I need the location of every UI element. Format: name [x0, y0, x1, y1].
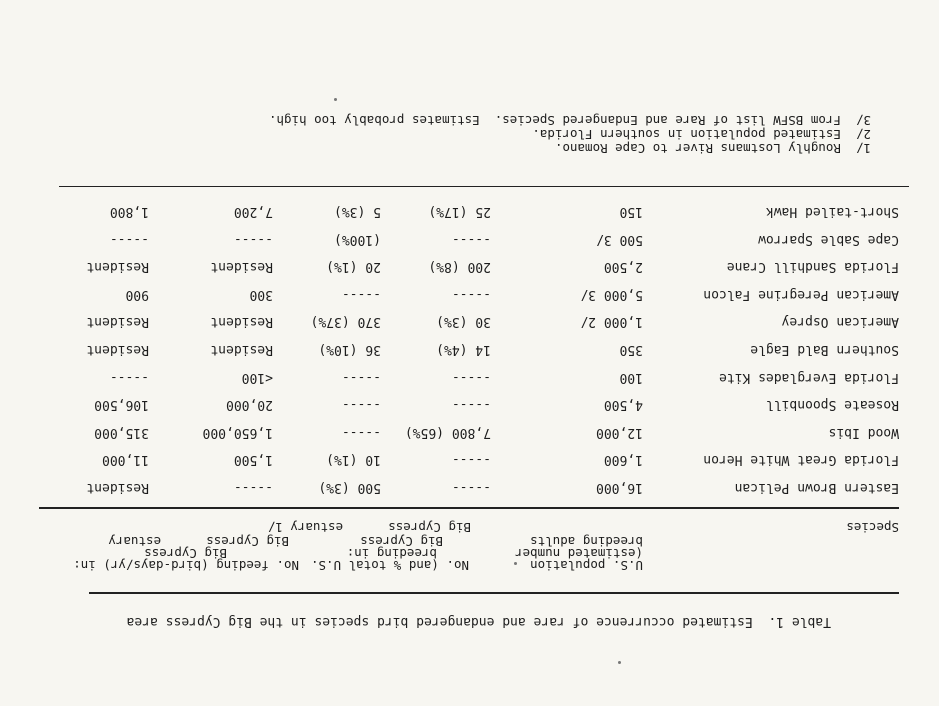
- header-feeding-3: Big Cypress estuary: [108, 534, 289, 549]
- cell-bc-feed: -----: [233, 231, 273, 247]
- cell-us-pop: 500 3/: [596, 231, 643, 247]
- footnote-2: 2/ Estimated population in southern Florida.: [532, 127, 871, 142]
- cell-est-feed: 11,000: [102, 452, 149, 468]
- cell-est-feed: -----: [109, 369, 149, 385]
- header-breeding-4: Big Cypress estuary 1/: [267, 520, 471, 535]
- cell-est-breed: 20 (1%): [326, 259, 381, 275]
- cell-est-feed: Resident: [86, 259, 149, 275]
- cell-est-breed: 36 (10%): [318, 342, 381, 357]
- cell-bc-breed: 30 (3%): [436, 314, 491, 330]
- cell-us-pop: 16,000: [596, 480, 643, 495]
- cell-est-feed: Resident: [86, 314, 149, 330]
- top-rule: [89, 592, 899, 594]
- footnote-1: 1/ Roughly Lostmans River to Cape Romano.: [554, 141, 871, 156]
- cell-us-pop: 1,600: [603, 452, 643, 468]
- cell-species: American Osprey: [781, 314, 899, 330]
- cell-bc-breed: 25 (17%): [428, 204, 491, 219]
- header-us-population-1: U.S. population: [530, 558, 643, 573]
- cell-us-pop: 2,500: [603, 259, 643, 275]
- cell-bc-breed: -----: [451, 369, 491, 385]
- cell-bc-breed: 14 (4%): [436, 342, 491, 357]
- scan-speck: [618, 661, 621, 664]
- cell-species: Roseate Spoonbill: [765, 397, 899, 413]
- header-breeding-3: Big Cypress: [360, 534, 443, 549]
- cell-bc-feed: -----: [233, 480, 273, 495]
- cell-bc-feed: Resident: [210, 259, 273, 275]
- header-species: Species: [846, 520, 899, 535]
- cell-species: American Peregrine Falcon: [703, 286, 899, 302]
- cell-est-feed: Resident: [86, 480, 149, 495]
- footnote-3: 3/ From BSFW list of Rare and Endangered Species. Estimates probably too high.: [268, 113, 871, 128]
- cell-bc-feed: Resident: [210, 342, 273, 357]
- cell-est-breed: 5 (3%): [334, 204, 381, 219]
- cell-us-pop: 4,500: [603, 397, 643, 413]
- cell-bc-breed: -----: [451, 452, 491, 468]
- cell-us-pop: 150: [619, 204, 643, 219]
- cell-bc-feed: 1,650,000: [202, 424, 273, 440]
- bottom-rule: [59, 186, 909, 187]
- cell-bc-breed: -----: [451, 480, 491, 495]
- cell-species: Cape Sable Sparrow: [758, 231, 899, 247]
- cell-bc-feed: Resident: [210, 314, 273, 330]
- scan-speck: [514, 562, 517, 565]
- cell-est-breed: 370 (37%): [310, 314, 381, 330]
- cell-species: Florida Sandhill Crane: [726, 259, 899, 275]
- cell-bc-feed: 1,500: [233, 452, 273, 468]
- cell-est-breed: -----: [341, 397, 381, 413]
- table-title: Table 1. Estimated occurrence of rare and endangered bird species in the Big Cypress area: [126, 614, 831, 629]
- cell-est-feed: -----: [109, 231, 149, 247]
- header-breeding-2: breeding in:: [346, 546, 437, 561]
- cell-species: Wood Ibis: [828, 424, 899, 440]
- cell-us-pop: 1,000 2/: [580, 314, 643, 330]
- scan-speck: [334, 98, 337, 101]
- header-rule: [39, 507, 899, 509]
- cell-bc-breed: 7,800 (65%): [404, 424, 491, 440]
- cell-us-pop: 5,000 3/: [580, 286, 643, 302]
- cell-us-pop: 100: [619, 369, 643, 385]
- cell-bc-feed: 7,200: [233, 204, 273, 219]
- cell-bc-breed: -----: [451, 286, 491, 302]
- header-breeding-1: No. (and % total U.S.: [310, 558, 469, 573]
- cell-species: Florida Great White Heron: [703, 452, 899, 468]
- cell-bc-feed: 300: [249, 286, 273, 302]
- header-feeding-1: No. feeding (bird-days/yr) in:: [73, 558, 299, 573]
- cell-est-breed: (100%): [334, 231, 381, 247]
- cell-est-feed: 1,800: [109, 204, 149, 219]
- cell-species: Eastern Brown Pelican: [734, 480, 899, 495]
- cell-est-breed: 500 (3%): [318, 480, 381, 495]
- header-us-population-3: breeding adults: [530, 534, 643, 549]
- cell-bc-feed: 20,000: [226, 397, 273, 413]
- cell-species: Southern Bald Eagle: [750, 342, 899, 357]
- cell-bc-breed: -----: [451, 231, 491, 247]
- cell-bc-feed: <100: [241, 369, 273, 385]
- cell-est-feed: 900: [125, 286, 149, 302]
- cell-est-breed: 10 (1%): [326, 452, 381, 468]
- cell-est-breed: -----: [341, 369, 381, 385]
- cell-est-feed: 106,500: [94, 397, 149, 413]
- cell-us-pop: 350: [619, 342, 643, 357]
- cell-species: Short-tailed Hawk: [765, 204, 899, 219]
- cell-bc-breed: -----: [451, 397, 491, 413]
- cell-est-feed: Resident: [86, 342, 149, 357]
- cell-est-feed: 315,000: [94, 424, 149, 440]
- cell-us-pop: 12,000: [596, 424, 643, 440]
- cell-est-breed: -----: [341, 424, 381, 440]
- cell-bc-breed: 200 (8%): [428, 259, 491, 275]
- header-feeding-2: Big Cypress: [144, 546, 227, 561]
- cell-est-breed: -----: [341, 286, 381, 302]
- cell-species: Florida Everglades Kite: [718, 369, 899, 385]
- header-us-population-2: (estimated number: [515, 546, 643, 561]
